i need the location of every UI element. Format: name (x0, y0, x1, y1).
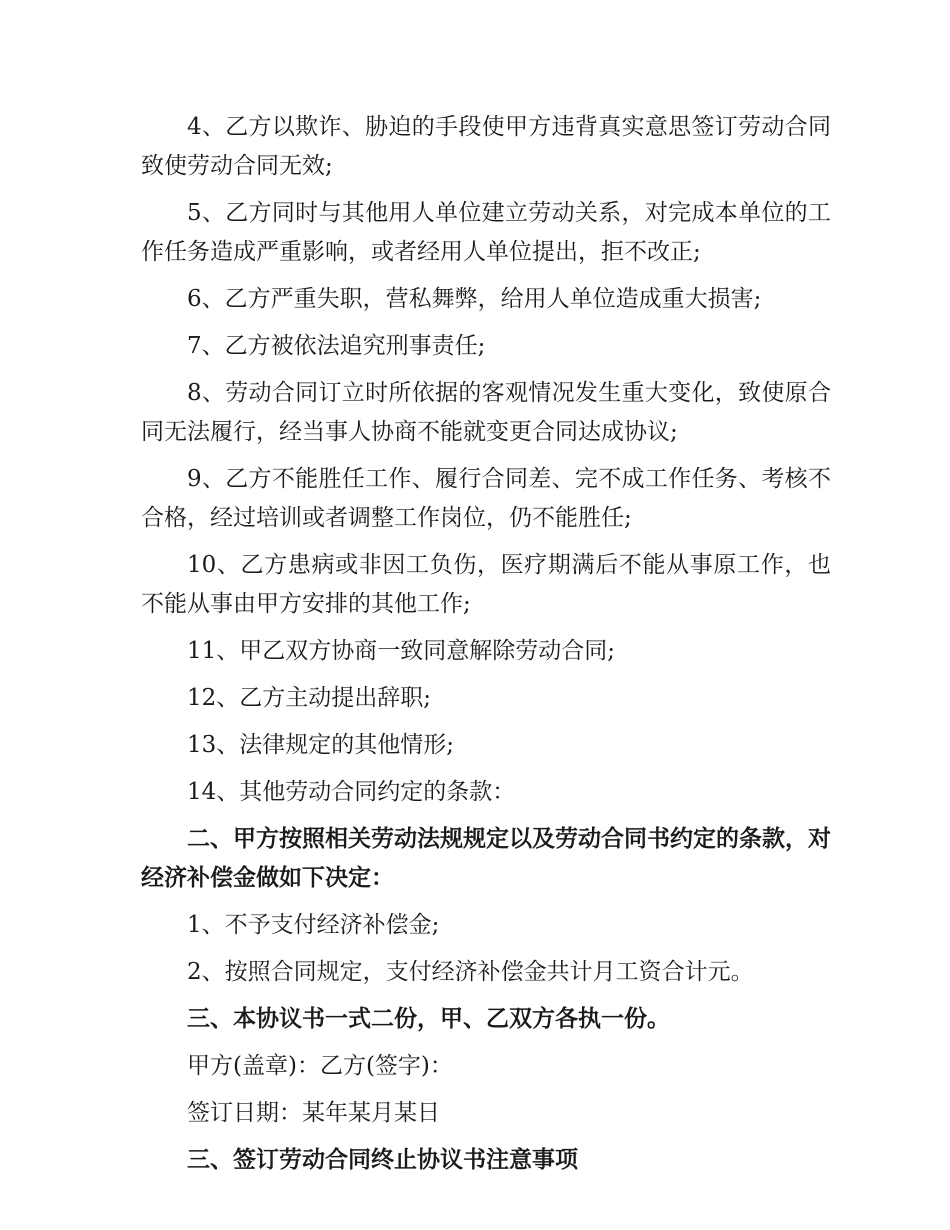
clause-5: 5、乙方同时与其他用人单位建立劳动关系，对完成本单位的工作任务造成严重影响，或者经用人单位提出，拒不改正; (141, 200, 831, 265)
compensation-option-1: 1、不予支付经济补偿金; (187, 912, 440, 938)
clause-4: 4、乙方以欺诈、胁迫的手段使甲方违背真实意思签订劳动合同致使劳动合同无效; (141, 114, 831, 179)
clause-14: 14、其他劳动合同约定的条款： (187, 779, 516, 805)
clause-6: 6、乙方严重失职，营私舞弊，给用人单位造成重大损害; (187, 286, 762, 312)
signature-line: 甲方(盖章)：乙方(签字)： (187, 1053, 453, 1079)
section-2-heading: 二、甲方按照相关劳动法规规定以及劳动合同书约定的条款，对经济补偿金做如下决定： (141, 826, 831, 891)
clause-10: 10、乙方患病或非因工负伤，医疗期满后不能从事原工作，也不能从事由甲方安排的其他工作; (141, 552, 831, 617)
clause-11: 11、甲乙双方协商一致同意解除劳动合同; (187, 638, 616, 664)
document-body (141, 108, 831, 1188)
clause-9: 9、乙方不能胜任工作、履行合同差、完不成工作任务、考核不合格，经过培训或者调整工作岗位，仍不能胜任; (141, 466, 831, 531)
signing-date: 签订日期：某年某月某日 (187, 1100, 440, 1126)
clause-13: 13、法律规定的其他情形; (187, 732, 455, 758)
compensation-option-2: 2、按照合同规定，支付经济补偿金共计月工资合计元。 (187, 959, 754, 985)
clause-8: 8、劳动合同订立时所依据的客观情况发生重大变化，致使原合同无法履行，经当事人协商不能就变更合同达成协议; (141, 380, 831, 445)
notes-heading: 三、签订劳动合同终止协议书注意事项 (187, 1147, 578, 1173)
clause-7: 7、乙方被依法追究刑事责任; (187, 333, 486, 359)
clause-12: 12、乙方主动提出辞职; (187, 685, 432, 711)
section-3-heading: 三、本协议书一式二份，甲、乙双方各执一份。 (187, 1006, 670, 1032)
